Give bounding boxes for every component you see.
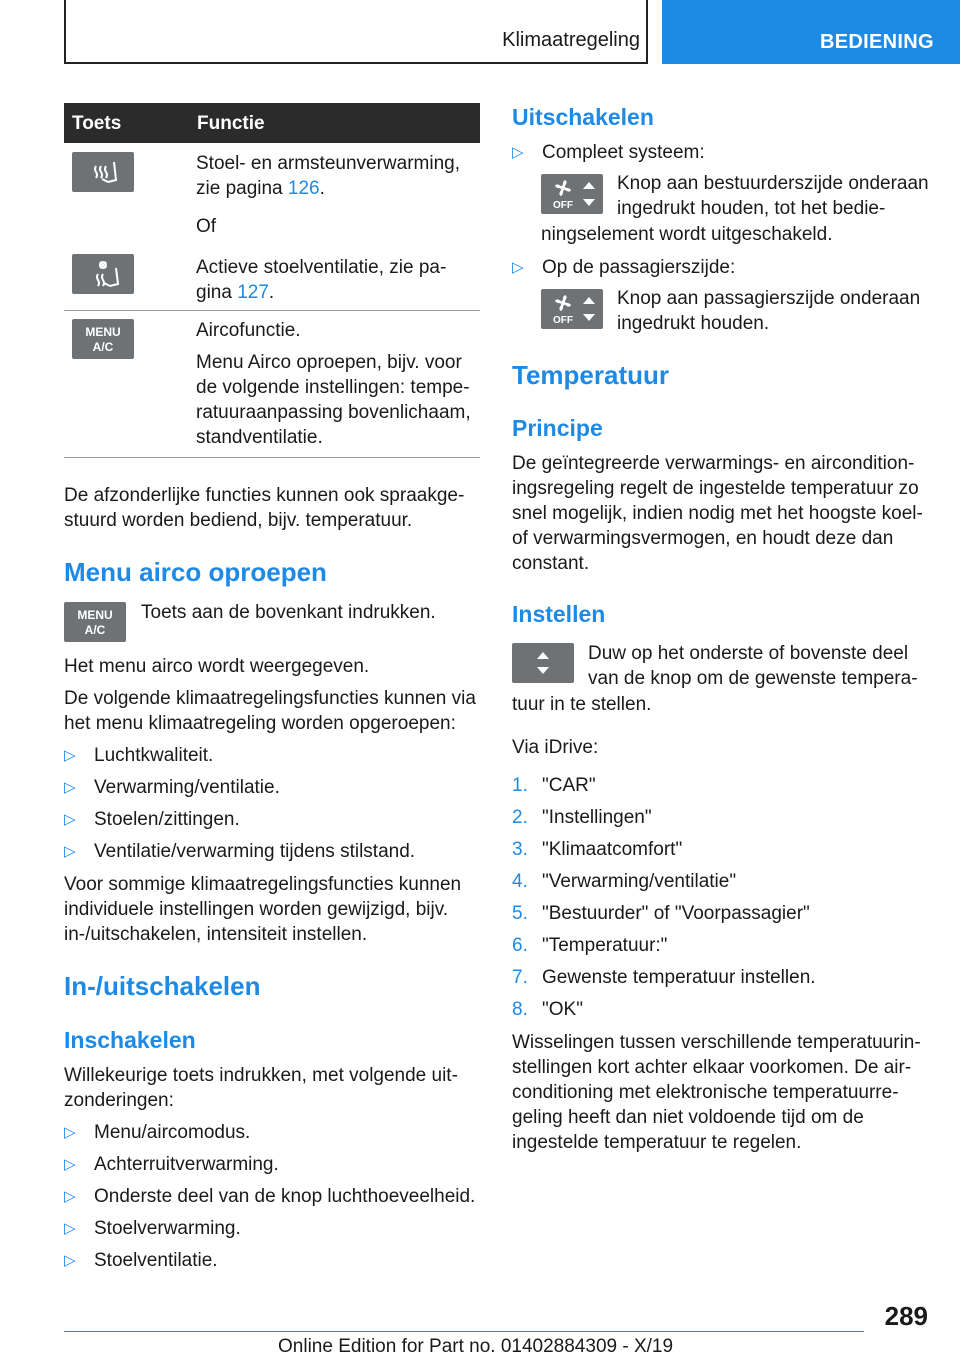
final-line: Wisselingen tussen verschillende temperatuurin- [512,1032,921,1053]
col-key-header: Toets [72,113,122,134]
row3-line: de volgende instellingen: tempe- [196,377,470,398]
step-text: Gewenste temperatuur instellen. [542,967,816,988]
row1-line-b [196,176,460,201]
final-line: conditioning met elektronische temperatuurre- [512,1082,899,1103]
table-bottom-line [64,457,480,458]
principle-paragraph [512,451,923,576]
final-line: ingestelde temperatuur te regelen. [512,1132,802,1153]
list-item [512,805,932,837]
menu-ac-key-icon [64,602,126,642]
row2-text [196,255,446,305]
step-text: "Klimaatcomfort" [542,839,683,860]
step-number: 3. [512,839,528,860]
menu-heading: Menu airco oproepen [64,557,327,587]
principle-line: snel mogelijk, indien nodig met het hoogste koel- [512,503,923,524]
bullet-triangle-icon: ▷ [64,811,76,828]
seat-ventilation-key-icon [72,254,134,294]
intro-line: stuurd worden bediend, bijv. temperatuur. [64,510,413,531]
list-item-text: Menu/aircomodus. [94,1122,251,1143]
menu-ac-key-icon [72,319,134,359]
menu-p3 [64,872,461,947]
temperature-heading: Temperatuur [512,360,669,390]
list-item [512,933,932,965]
principle-line: ingsregeling regelt de ingestelde temperatuur zo [512,478,919,499]
final-line: geling heeft dan niet voldoende tijd om de [512,1107,864,1128]
page-link-126[interactable]: 126 [287,178,320,199]
section-title: Klimaatregeling [502,29,640,51]
row3-line: standventilatie. [196,427,323,448]
menu-ac-key-top-label: MENU [77,608,113,622]
step-text: "Instellingen" [542,807,652,828]
menu-p1: Het menu airco wordt weergegeven. [64,656,370,677]
list-item-text: Stoelen/zittingen. [94,809,240,830]
page-link-127[interactable]: 127 [237,282,269,303]
on-line: Willekeurige toets indrukken, met volgende uit- [64,1065,458,1086]
row3-desc [196,350,471,450]
list-item [64,775,480,807]
bullet-triangle-icon: ▷ [64,1252,76,1269]
step-text: "OK" [542,999,583,1020]
bullet-triangle-icon: ▷ [64,1188,76,1205]
set-text-a [588,641,918,691]
list-item [64,1152,480,1184]
bullet-triangle-icon: ▷ [64,1156,76,1173]
step-text: "Temperatuur:" [542,935,668,956]
off-b2-line: Knop aan passagierszijde onderaan [617,288,921,309]
intro-line: De afzonderlijke functies kunnen ook spraakge- [64,485,465,506]
step-number: 2. [512,807,528,828]
temperature-rocker-key-icon [512,643,574,683]
set-line: Duw op het onderste of bovenste deel [588,643,909,664]
row2-line-a: Actieve stoelventilatie, zie pa- [196,257,447,278]
off-heading: Uitschakelen [512,104,654,130]
list-item [64,1184,480,1216]
list-item-text: Compleet systeem: [542,142,705,163]
idrive-label: Via iDrive: [512,737,599,758]
step-text: "CAR" [542,775,596,796]
list-item [512,901,932,933]
list-item-text: Ventilatie/verwarming tijdens stilstand. [94,841,416,862]
step-number: 6. [512,935,528,956]
on-heading: Inschakelen [64,1027,196,1053]
step-number: 1. [512,775,528,796]
table-divider [64,310,480,311]
step-text: "Bestuurder" of "Voorpassagier" [542,903,810,924]
row3-title: Aircofunctie. [196,320,301,341]
off-b1-text-a [617,171,929,221]
row1-line-a: Stoel- en armsteunverwarming, [196,153,460,174]
set-heading: Instellen [512,601,606,627]
row3-line: Menu Airco oproepen, bijv. voor [196,352,462,373]
list-item [64,1216,480,1248]
list-item [512,965,932,997]
list-item [512,997,932,1029]
list-item [64,807,480,839]
list-item [512,869,932,901]
fan-off-key-icon [541,174,603,214]
list-item-text: Stoelventilatie. [94,1250,218,1271]
menu-p3-line: in-/uitschakelen, intensiteit instellen. [64,924,368,945]
off-key-label: OFF [553,200,573,211]
step-text: "Verwarming/ventilatie" [542,871,737,892]
row2-suffix: . [268,282,275,303]
off-key-label: OFF [553,315,573,326]
menu-p3-line: individuele instellingen worden gewijzigd, bijv. [64,899,449,920]
bullet-triangle-icon: ▷ [64,747,76,764]
footer-rule [64,1331,864,1332]
onoff-heading: In-/uitschakelen [64,971,261,1001]
menu-p2 [64,686,476,736]
menu-p2-line: De volgende klimaatregelingsfuncties kunnen via [64,688,476,709]
step-number: 5. [512,903,528,924]
list-item-text: Verwarming/ventilatie. [94,777,280,798]
off-b2-text [617,286,920,336]
list-item-text: Onderste deel van de knop luchthoeveelheid. [94,1186,476,1207]
steps-list [512,773,932,1029]
list-item [512,773,932,805]
bullet-triangle-icon: ▷ [64,1124,76,1141]
list-item [64,1120,480,1152]
list-item-text: Stoelverwarming. [94,1218,241,1239]
col-function-header: Functie [197,113,265,134]
on-bullet-list [64,1120,480,1280]
set-line: tuur in te stellen. [512,694,652,715]
intro-paragraph [64,483,480,533]
menu-p3-line: Voor sommige klimaatregelingsfuncties kunnen [64,874,462,895]
on-line: zonderingen: [64,1090,174,1111]
off-b1-line: Knop aan bestuurderszijde onderaan [617,173,929,194]
row1-text [196,151,460,201]
on-paragraph [64,1063,458,1113]
row3-line: ratuuraanpassing bovenlichaam, [196,402,471,423]
bullet-triangle-icon: ▷ [64,843,76,860]
footer-edition: Online Edition for Part no. 01402884309 - X/19 [278,1336,674,1357]
bullet-triangle-icon: ▷ [512,144,524,161]
page-number: 289 [884,1301,928,1331]
principle-line: De geïntegreerde verwarmings- en aircondition- [512,453,915,474]
bullet-triangle-icon: ▷ [64,1220,76,1237]
bullet-triangle-icon: ▷ [64,779,76,796]
step-number: 4. [512,871,528,892]
principle-line: of verwarmingsvermogen, en houdt deze dan [512,528,894,549]
final-paragraph [512,1030,921,1155]
list-item-text: Achterruitverwarming. [94,1154,279,1175]
chapter-tab-label: BEDIENING [820,31,934,53]
principle-line: constant. [512,553,590,574]
fan-off-key-icon [541,289,603,329]
bullet-triangle-icon: ▷ [512,259,524,276]
menu-key-text: Toets aan de bovenkant indrukken. [141,602,436,623]
list-item [64,1248,480,1280]
off-b2-line: ingedrukt houden. [617,313,770,334]
list-item [512,837,932,869]
final-line: stellingen kort achter elkaar voorkomen. De air- [512,1057,912,1078]
menu-ac-key-bottom-label: A/C [84,623,106,637]
row1-prefix: zie pagina [196,178,288,199]
menu-ac-key-top-label: MENU [85,325,121,339]
principle-heading: Principe [512,415,603,441]
seat-heating-key-icon [72,152,134,192]
step-number: 8. [512,999,528,1020]
table-header [64,103,480,143]
row2-prefix: gina [196,282,238,303]
row1-suffix: . [319,178,325,199]
set-line: van de knop om de gewenste tempera- [588,668,918,689]
list-item [64,839,480,871]
step-number: 7. [512,967,528,988]
list-item-text: Luchtkwaliteit. [94,745,214,766]
menu-ac-key-bottom-label: A/C [92,340,114,354]
chapter-tab [662,0,960,64]
off-b1-line: ningselement wordt uitgeschakeld. [541,224,833,245]
list-item-text: Op de passagierszijde: [542,257,736,278]
row1-or: Of [196,216,217,237]
off-b1-line: ingedrukt houden, tot het bedie- [617,198,886,219]
menu-bullet-list [64,743,480,871]
menu-p2-line: het menu klimaatregeling worden opgeroepen: [64,713,456,734]
list-item [64,743,480,775]
row2-line-b [196,280,446,305]
